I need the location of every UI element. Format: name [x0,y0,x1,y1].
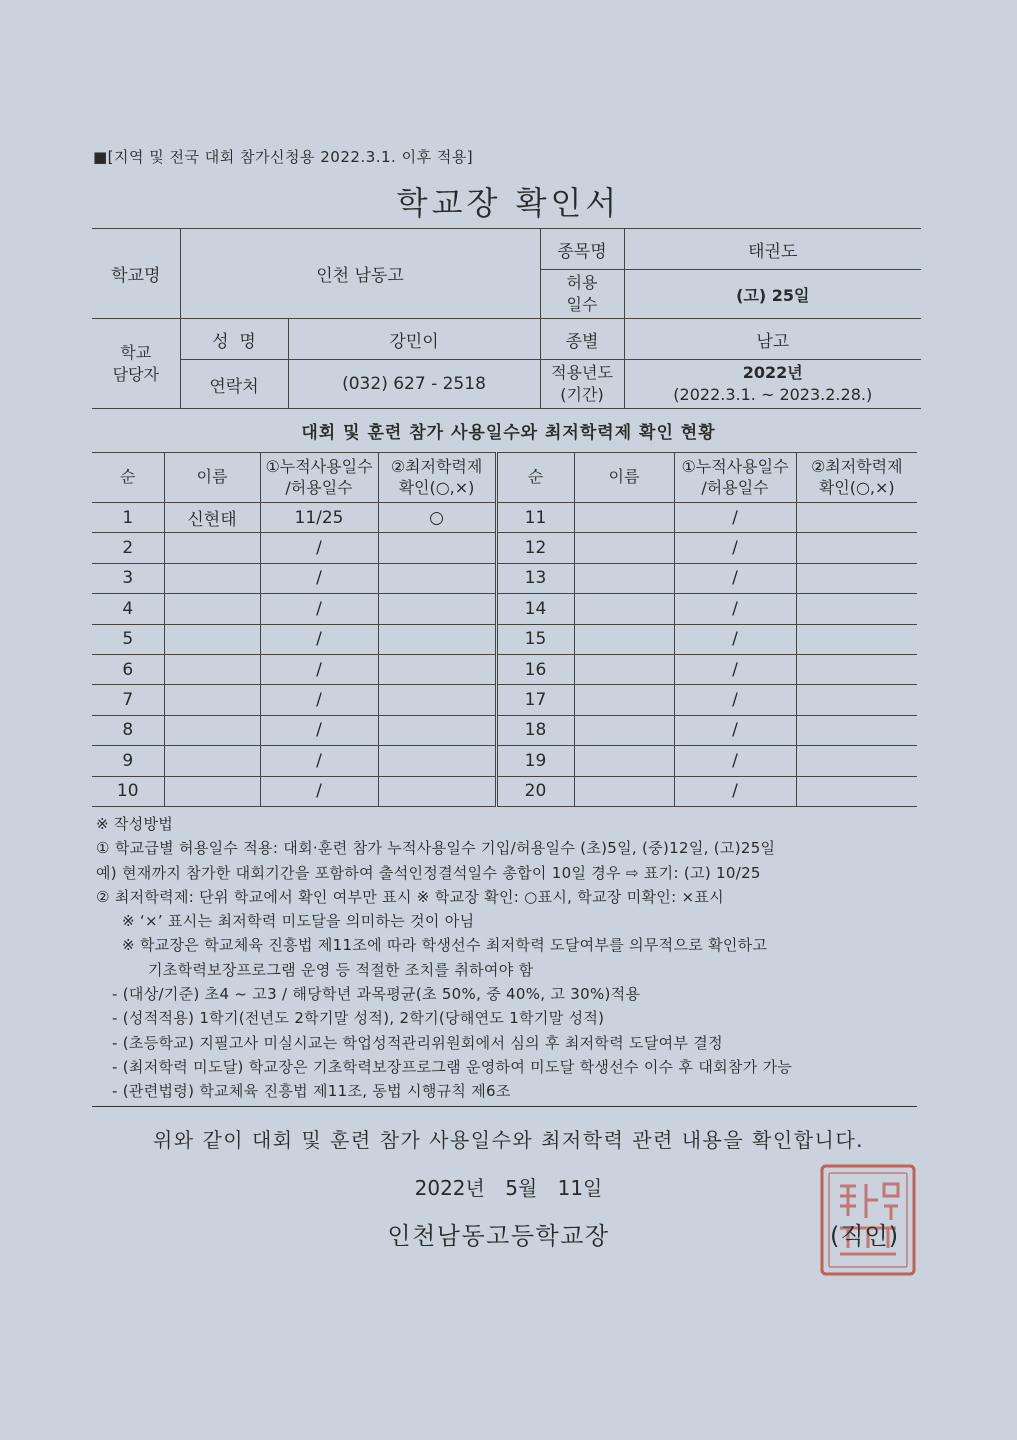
event-value: 태권도 [624,229,921,270]
row-confirm-right [796,746,917,776]
row-name-left [164,654,260,684]
row-number-right: 15 [496,624,574,654]
note-line: 기초학력보장프로그램 운영 등 적절한 조치를 취하여야 함 [148,960,534,979]
row-days-left: / [260,776,378,806]
note-line: ② 최저학력제: 단위 학교에서 확인 여부만 표시 ※ 학교장 확인: ○표시, 학교장 미확인: ×표시 [96,887,724,906]
row-days-left: / [260,533,378,563]
row-days-left: / [260,685,378,715]
row-confirm-right [796,503,917,533]
row-number-right: 14 [496,594,574,624]
row-confirm-right [796,776,917,806]
header-no-left: 순 [92,453,164,503]
table-row [92,563,917,593]
note-line: ※ 학교장은 학교체육 진흥법 제11조에 따라 학생선수 최저학력 도달여부를 의무적으로 확인하고 [122,936,768,955]
contact-value: (032) 627 - 2518 [288,360,540,409]
year-label [540,360,624,409]
header-confirm-right-line1: ②최저학력제 [810,456,903,476]
document-title: 학교장 확인서 [396,184,621,222]
row-number-right: 19 [496,746,574,776]
staff-label [92,319,180,409]
row-days-left: / [260,746,378,776]
row-confirm-left [378,563,496,593]
row-days-right: / [674,715,796,745]
header-confirm-right-line2: 확인(○,×) [818,477,895,497]
row-confirm-left [378,715,496,745]
allowed-days-label [540,270,624,319]
table-row [92,594,917,624]
row-number-left: 8 [92,715,164,745]
row-name-right [574,715,674,745]
allowed-days-value: (고) 25일 [624,270,921,319]
row-name-right [574,563,674,593]
row-days-right: / [674,533,796,563]
header-confirm-left-line1: ②최저학력제 [390,456,483,476]
row-number-left: 3 [92,563,164,593]
row-number-left: 5 [92,624,164,654]
table-row [92,654,917,684]
table-row [92,746,917,776]
row-number-left: 4 [92,594,164,624]
row-name-left [164,776,260,806]
header-no-right: 순 [496,453,574,503]
row-days-left: 11/25 [260,503,378,533]
row-name-left [164,685,260,715]
row-number-right: 11 [496,503,574,533]
row-number-right: 13 [496,563,574,593]
row-confirm-left [378,533,496,563]
table-row [92,685,917,715]
row-days-left: / [260,594,378,624]
year-value-year: 2022년 [742,363,803,383]
staff-name-label: 성 명 [180,319,288,360]
row-days-left: / [260,563,378,593]
row-number-left: 9 [92,746,164,776]
school-name-label: 학교명 [92,229,180,319]
header-confirm-left-line2: 확인(○,×) [398,477,475,497]
row-number-right: 20 [496,776,574,806]
table-header-row [92,453,917,503]
row-name-right [574,533,674,563]
note-line: ① 학교급별 허용일수 적용: 대회·훈련 참가 누적사용일수 기입/허용일수 (초)5일, (중)12일, (고)25일 [96,839,776,858]
row-name-left [164,715,260,745]
header-days-left-line2: /허용일수 [285,477,353,497]
category-label: 종별 [540,319,624,360]
row-name-left [164,746,260,776]
header-days-right-line2: /허용일수 [701,477,769,497]
row-confirm-right [796,624,917,654]
row-days-right: / [674,594,796,624]
row-days-right: / [674,624,796,654]
row-confirm-right [796,654,917,684]
row-name-right [574,776,674,806]
category-value: 남고 [624,319,921,360]
note-line: - (최저학력 미도달) 학교장은 기초학력보장프로그램 운영하여 미도달 학생선수 이수 후 대회참가 가능 [112,1057,793,1076]
row-name-left [164,533,260,563]
row-confirm-right [796,594,917,624]
contact-label: 연락처 [180,360,288,409]
row-number-right: 12 [496,533,574,563]
row-number-left: 2 [92,533,164,563]
event-label: 종목명 [540,229,624,270]
row-confirm-left [378,624,496,654]
table-row [92,503,917,533]
principal-title: 인천남동고등학교장 [387,1222,610,1250]
row-name-right [574,654,674,684]
note-line: 예) 현재까지 참가한 대회기간을 포함하여 출석인정결석일수 총합이 10일 경우 ⇨ 표기: (고) 10/25 [96,863,761,882]
seal-label: (직인) [830,1222,900,1250]
allowed-days-label-line1: 허용 [566,273,598,293]
header-note: ■[지역 및 전국 대회 참가신청용 2022.3.1. 이후 적용] [93,148,474,166]
row-days-right: / [674,503,796,533]
allowed-days-label-line2: 일수 [566,295,598,314]
header-days-right-line1: ①누적사용일수 [681,456,789,476]
row-name-right [574,624,674,654]
header-confirm-left [378,453,496,503]
header-confirm-right [796,453,917,503]
year-label-line2: (기간) [560,385,604,404]
issue-date: 2022년 5월 11일 [414,1176,603,1200]
instructions [96,812,916,1104]
row-confirm-left [378,654,496,684]
row-days-right: / [674,746,796,776]
header-name-right: 이름 [574,453,674,503]
year-value-period: (2022.3.1. ~ 2023.2.28.) [673,385,873,404]
school-name-value: 인천 남동고 [180,229,540,319]
note-line: - (대상/기준) 초4 ~ 고3 / 해당학년 과목평균(초 50%, 중 40%, 고 30%)적용 [112,985,641,1004]
staff-label-line2: 담당자 [112,364,159,384]
row-number-right: 16 [496,654,574,684]
confirmation-statement: 위와 같이 대회 및 훈련 참가 사용일수와 최저학력 관련 내용을 확인합니다. [152,1128,865,1152]
staff-name-value: 강민이 [288,319,540,360]
year-value [624,360,921,409]
row-confirm-left [378,685,496,715]
row-number-right: 18 [496,715,574,745]
row-days-right: / [674,685,796,715]
row-number-left: 6 [92,654,164,684]
row-name-right [574,503,674,533]
row-confirm-right [796,685,917,715]
table-row [92,533,917,563]
row-number-left: 7 [92,685,164,715]
row-name-right [574,685,674,715]
header-days-left [260,453,378,503]
header-days-right [674,453,796,503]
note-line: - (초등학교) 지필고사 미실시교는 학업성적관리위원회에서 심의 후 최저학력 도달여부 결정 [112,1033,723,1052]
note-line: - (관련법령) 학교체육 진흥법 제11조, 동법 시행규칙 제6조 [112,1082,511,1101]
row-number-right: 17 [496,685,574,715]
note-line: ※ ‘×’ 표시는 최저학력 미도달을 의미하는 것이 아님 [122,912,475,931]
row-name-right [574,746,674,776]
row-confirm-left [378,746,496,776]
row-days-right: / [674,776,796,806]
row-name-left [164,563,260,593]
divider [92,1106,917,1107]
note-line: - (성적적용) 1학기(전년도 2학기말 성적), 2학기(당해연도 1학기말 성적) [112,1009,605,1028]
table-row [92,624,917,654]
row-name-left: 신현태 [164,503,260,533]
row-name-right [574,594,674,624]
row-days-left: / [260,624,378,654]
header-days-left-line1: ①누적사용일수 [265,456,373,476]
row-confirm-left [378,594,496,624]
row-days-left: / [260,654,378,684]
row-confirm-right [796,533,917,563]
staff-label-line1: 학교 [120,342,152,362]
row-number-left: 1 [92,503,164,533]
school-info-table [92,228,921,409]
table-row [92,715,917,745]
row-confirm-left [378,776,496,806]
row-name-left [164,624,260,654]
header-name-left: 이름 [164,453,260,503]
row-days-right: / [674,654,796,684]
year-label-line1: 적용년도 [551,363,613,383]
row-number-left: 10 [92,776,164,806]
row-confirm-right [796,563,917,593]
row-name-left [164,594,260,624]
row-days-right: / [674,563,796,593]
note-line: ※ 작성방법 [96,815,174,833]
row-confirm-left: ○ [378,503,496,533]
table-row [92,776,917,806]
row-days-left: / [260,715,378,745]
section-title: 대회 및 훈련 참가 사용일수와 최저학력제 확인 현황 [301,423,716,443]
participation-table [92,452,917,807]
row-confirm-right [796,715,917,745]
